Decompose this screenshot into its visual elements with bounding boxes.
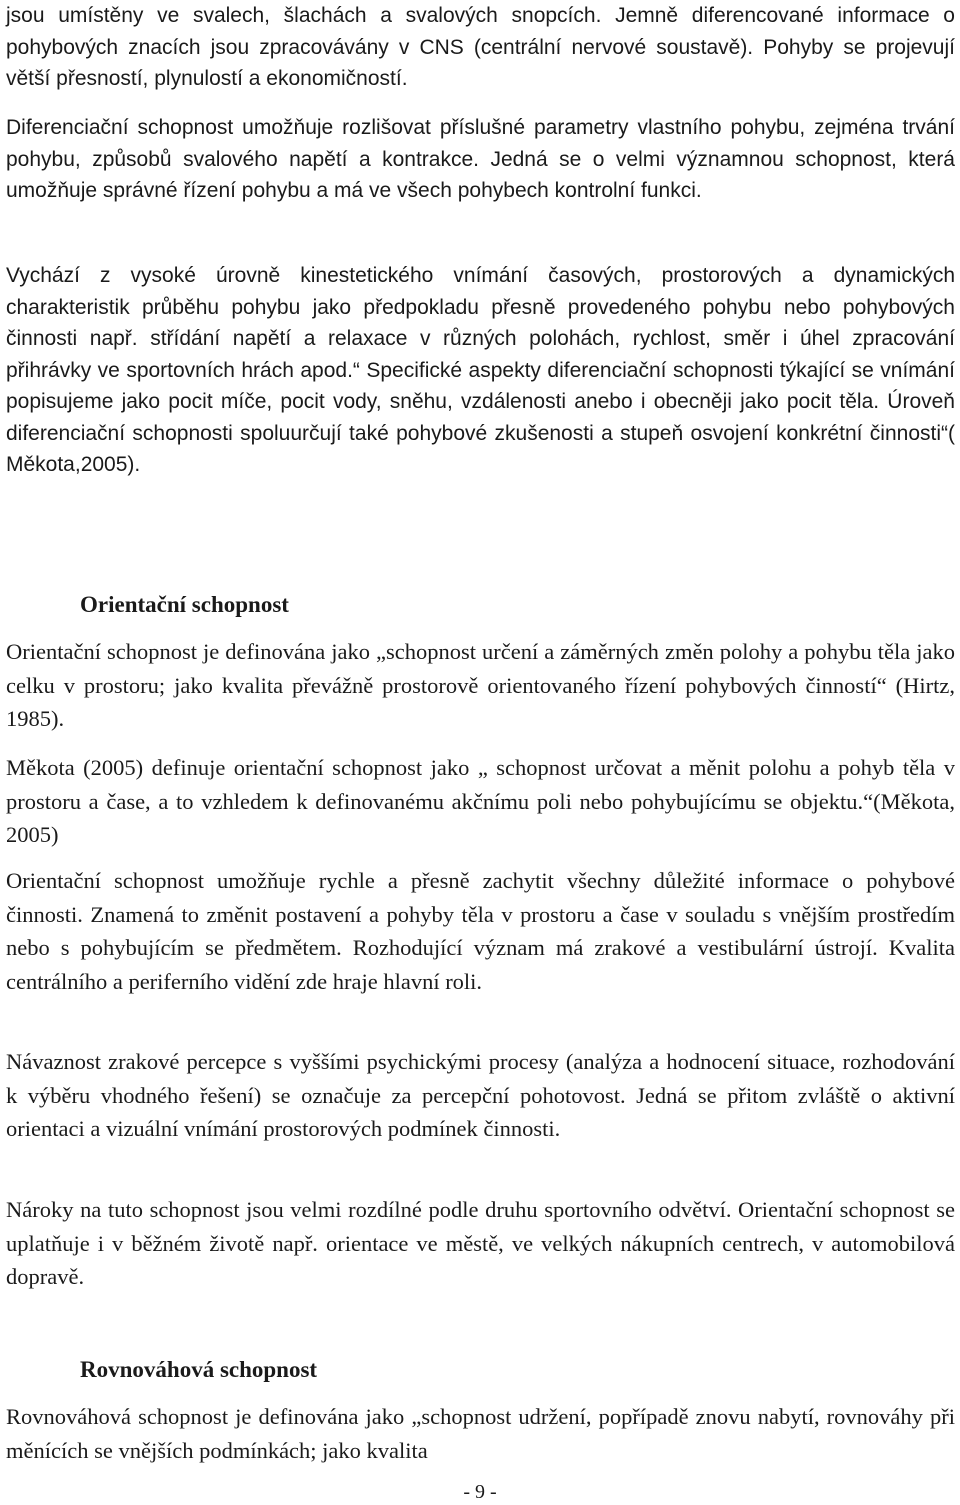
paragraph-7: Návaznost zrakové percepce s vyššími psychickými procesy (analýza a hodnocení situace, rozhodování k výběru vhodného řešení) se označuje za percepční pohotovost. Jedná se přitom zvláště o aktivní orientaci a vizuální vnímání prostorových podmínek činnosti.: [6, 1049, 955, 1141]
paragraph-6: Orientační schopnost umožňuje rychle a přesně zachytit všechny důležité informace o pohybové činnosti. Znamená to změnit postavení a pohyby těla v prostoru a čase v souladu s vnějším prostředím nebo s pohybujícím se předmětem. Rozhodující význam má zrakové a vestibulární ústrojí. Kvalita centrálního a periferního vidění zde hraje hlavní roli.: [6, 868, 955, 994]
section-heading-balance: Rovnováhová schopnost: [80, 1357, 318, 1382]
section-heading-orientation: Orientační schopnost: [80, 592, 289, 617]
paragraph-4: Orientační schopnost je definována jako „schopnost určení a záměrných změn polohy a pohybu těla jako celku v prostoru; jako kvalita převážně prostorově orientovaného řízení pohybových činností“ (Hirtz, 1985).: [6, 639, 955, 731]
paragraph-9: Rovnováhová schopnost je definována jako „schopnost udržení, popřípadě znovu nabytí, rovnováhy při měnících se vnějších podmínkách; jako kvalita: [6, 1404, 955, 1463]
paragraph-5: Měkota (2005) definuje orientační schopnost jako „ schopnost určovat a měnit polohu a pohyb těla v prostoru a čase, a to vzhledem k definovanému akčnímu poli nebo pohybujícímu se objektu.“(Měkota, 2005): [6, 755, 955, 847]
paragraph-1: jsou umístěny ve svalech, šlachách a svalových snopcích. Jemně diferencované informace o pohybových znacích jsou zpracovávány v CNS (centrální nervové soustavě). Pohyby se projevují větší přesností, plynulostí a ekonomičností.: [6, 4, 955, 90]
page-number: - 9 -: [463, 1481, 497, 1503]
paragraph-2: Diferenciační schopnost umožňuje rozlišovat příslušné parametry vlastního pohybu, zejména trvání pohybu, způsobů svalového napětí a kontrakce. Jedná se o velmi významnou schopnost, která umožňuje správné řízení pohybu a má ve všech pohybech kontrolní funkci.: [6, 116, 955, 202]
paragraph-3: Vychází z vysoké úrovně kinestetického vnímání časových, prostorových a dynamických charakteristik průběhu pohybu jako předpokladu přesně provedeného pohybu nebo pohybových činnosti např. střídání napětí a relaxace v různých polohách, rychlost, směr i úhel zpracování přihrávky ve sportovních hrách apod.“ Specifické aspekty diferenciační schopnosti týkající se vnímání popisujeme jako pocit míče, pocit vody, sněhu, vzdálenosti anebo i obecněji jako pocit těla. Úroveň diferenciační schopnosti spoluurčují také pohybové zkušenosti a stupeň osvojení konkrétní činnosti“( Měkota,2005).: [6, 264, 955, 476]
paragraph-8: Nároky na tuto schopnost jsou velmi rozdílné podle druhu sportovního odvětví. Orientační schopnost se uplatňuje i v běžném životě např. orientace ve městě, ve velkých nákupních centrech, v automobilová dopravě.: [6, 1197, 955, 1289]
